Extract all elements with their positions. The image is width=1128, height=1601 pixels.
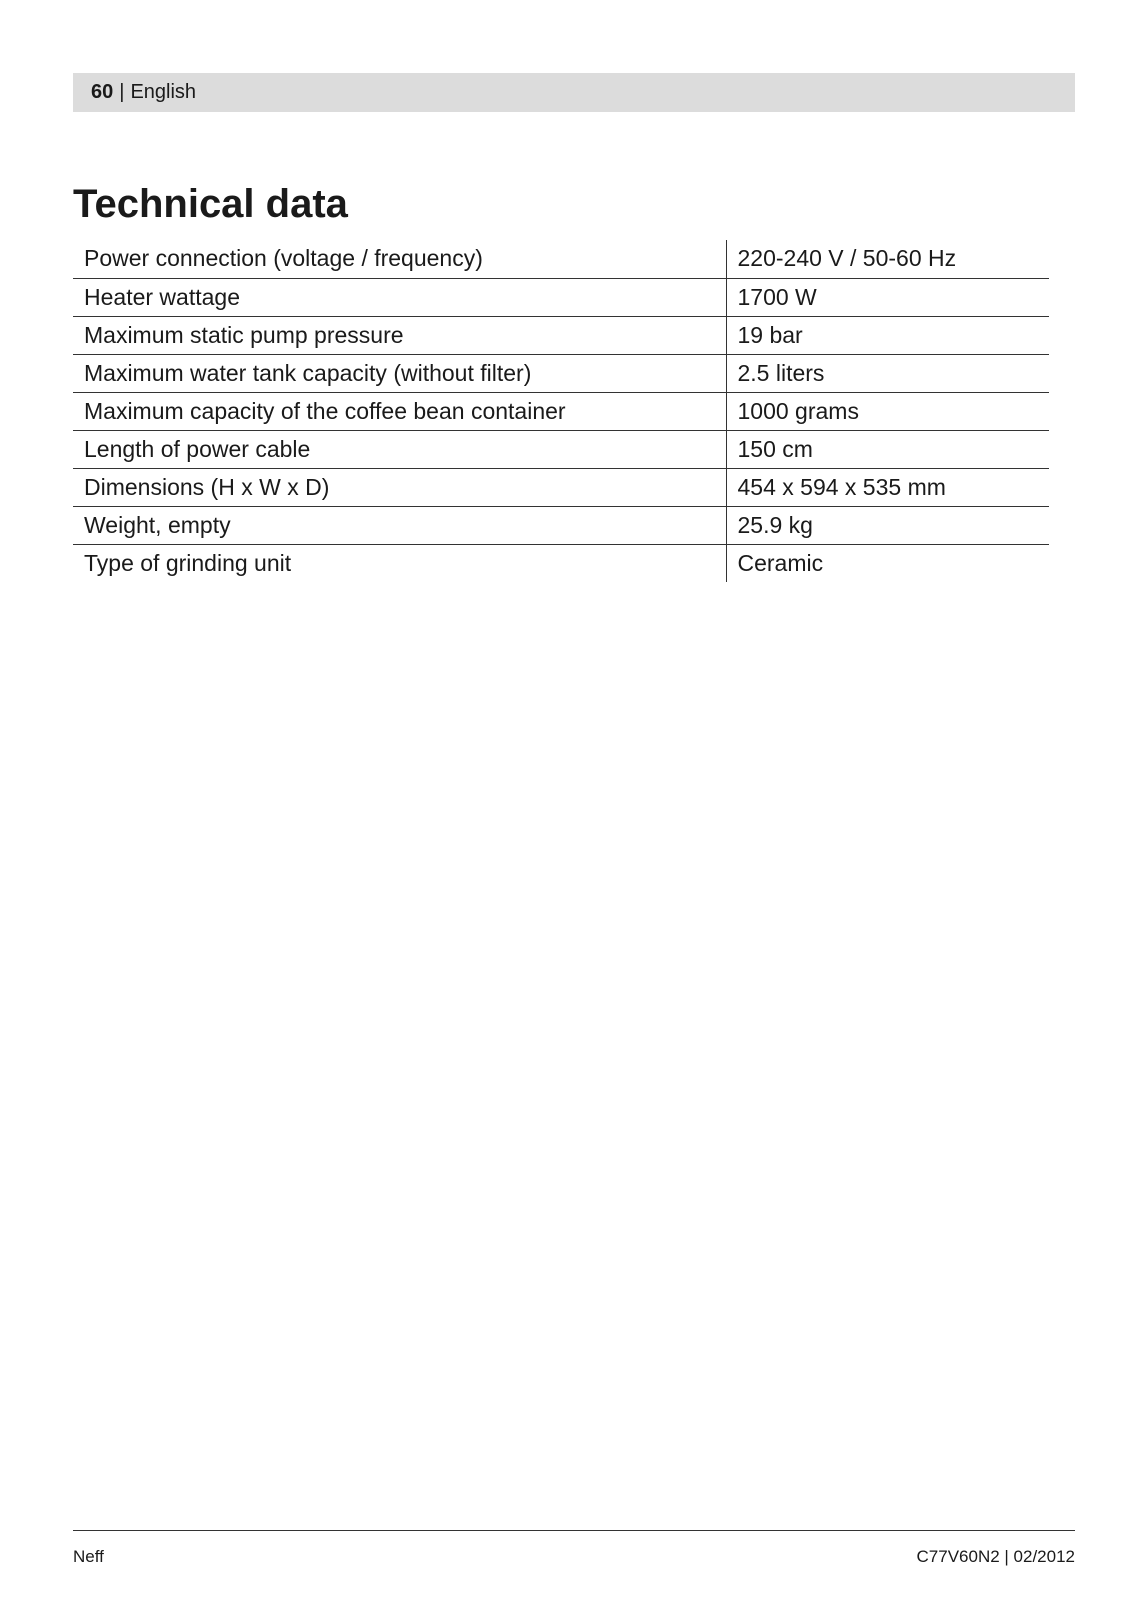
footer-brand: Neff xyxy=(73,1547,104,1566)
page-number: 60 xyxy=(91,81,114,103)
spec-value: 2.5 liters xyxy=(726,354,1049,392)
spec-value: 454 x 594 x 535 mm xyxy=(726,468,1049,506)
spec-value: 1700 W xyxy=(726,278,1049,316)
spec-label: Heater wattage xyxy=(73,278,726,316)
spec-label: Maximum static pump pressure xyxy=(73,316,726,354)
table-row xyxy=(73,240,1049,278)
spec-value: 25.9 kg xyxy=(726,506,1049,544)
page-header xyxy=(73,73,1075,112)
spec-label: Type of grinding unit xyxy=(73,544,726,582)
spec-label: Dimensions (H x W x D) xyxy=(73,468,726,506)
table-row xyxy=(73,278,1049,316)
table-row xyxy=(73,468,1049,506)
spec-value: 150 cm xyxy=(726,430,1049,468)
spec-value: 19 bar xyxy=(726,316,1049,354)
table-row xyxy=(73,544,1049,582)
header-separator: | xyxy=(119,81,125,103)
page-title: Technical data xyxy=(73,182,348,226)
table-row xyxy=(73,506,1049,544)
spec-value: 220-240 V / 50-60 Hz xyxy=(726,240,1049,278)
spec-label: Maximum capacity of the coffee bean container xyxy=(73,392,726,430)
spec-label: Maximum water tank capacity (without filter) xyxy=(73,354,726,392)
spec-label: Power connection (voltage / frequency) xyxy=(73,240,726,278)
table-row xyxy=(73,430,1049,468)
spec-label: Length of power cable xyxy=(73,430,726,468)
footer-divider xyxy=(73,1530,1075,1531)
spec-value: Ceramic xyxy=(737,549,824,576)
spec-value: 1000 grams xyxy=(726,392,1049,430)
table-row xyxy=(73,354,1049,392)
table-row xyxy=(73,316,1049,354)
footer-model-date: C77V60N2 | 02/2012 xyxy=(916,1547,1075,1566)
spec-label: Weight, empty xyxy=(73,506,726,544)
table-row xyxy=(73,392,1049,430)
technical-data-table xyxy=(73,240,1049,582)
page-language: English xyxy=(130,81,197,103)
